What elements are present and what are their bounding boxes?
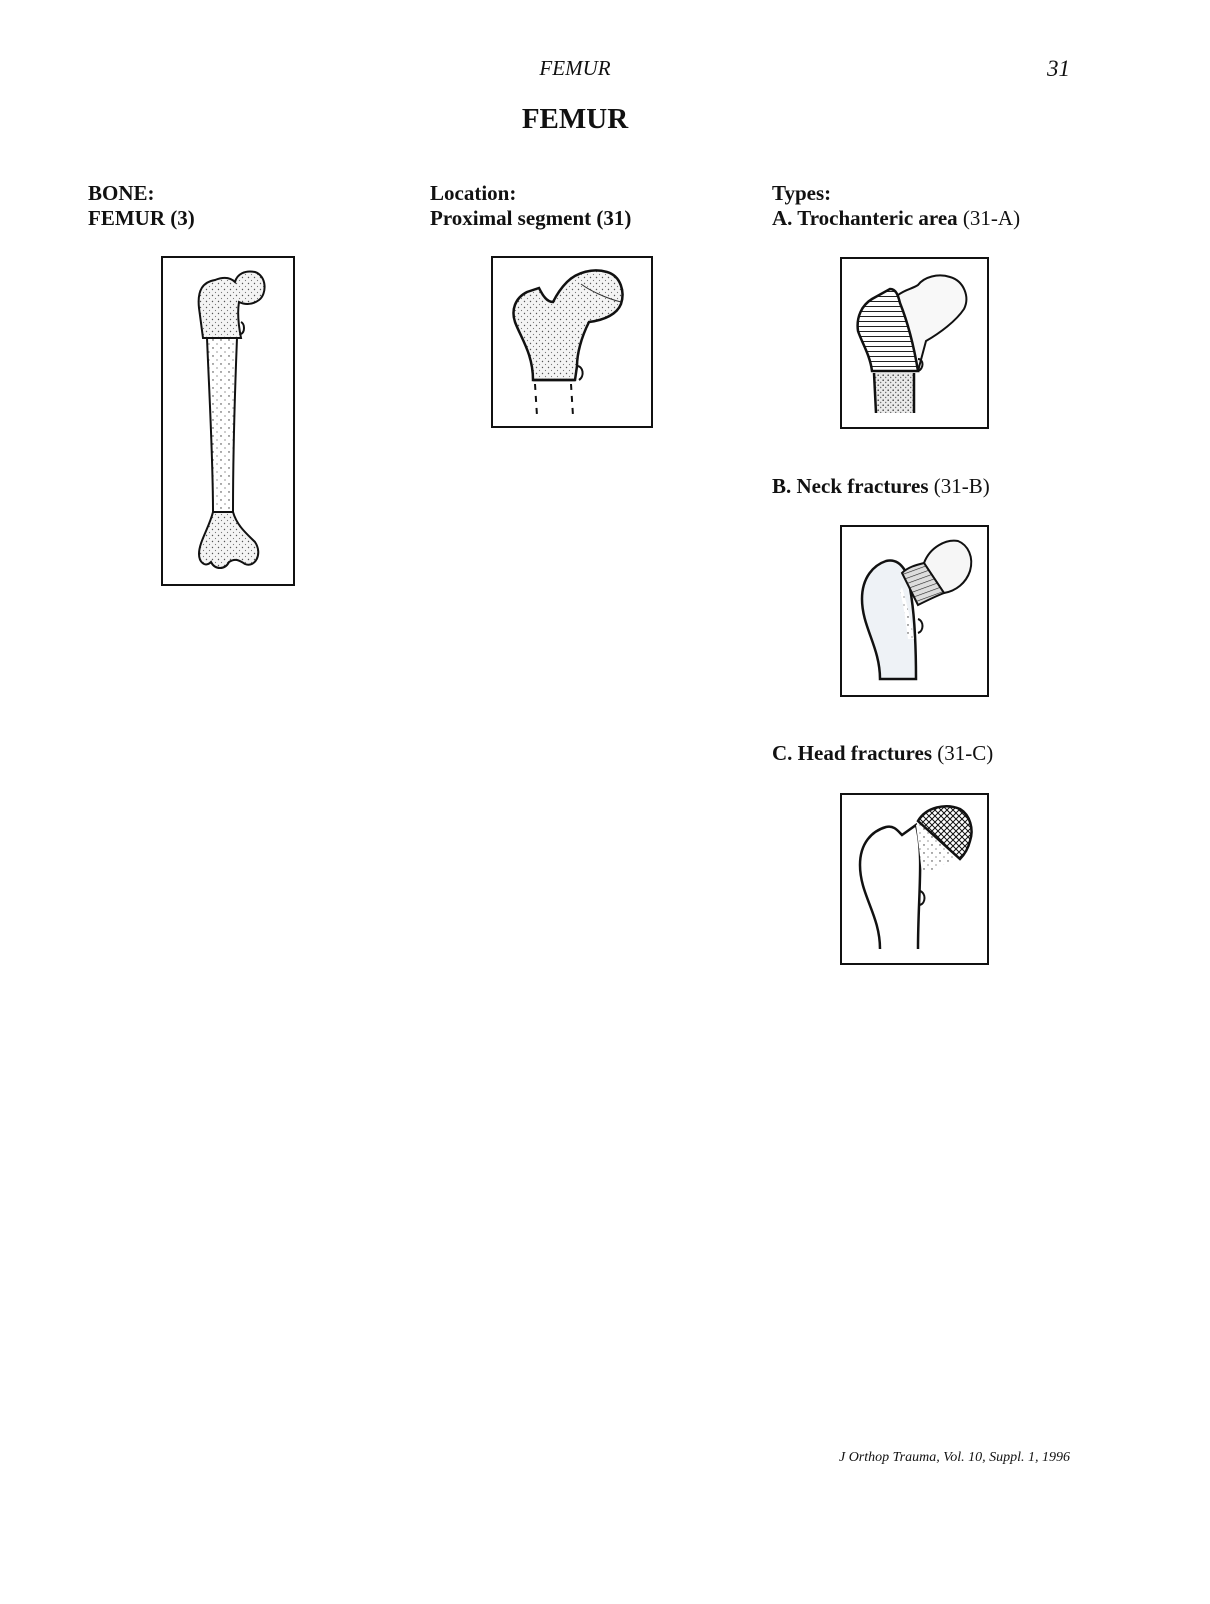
lesser-trochanter-mark — [241, 322, 244, 334]
femur-full-illustration — [163, 258, 293, 584]
page-number: 31 — [1047, 56, 1070, 81]
footer-citation: J Orthop Trauma, Vol. 10, Suppl. 1, 1996 — [838, 1450, 1070, 1465]
bone-value: FEMUR (3) — [88, 206, 195, 230]
type-c-name: C. Head fractures — [772, 741, 932, 765]
type-a-caption — [772, 206, 1020, 231]
type-b-illustration — [842, 527, 987, 695]
type-a-illustration — [842, 259, 987, 427]
location-value: Proximal segment (31) — [430, 206, 632, 230]
femur-shaft — [207, 338, 237, 512]
type-b-name: B. Neck fractures — [772, 474, 929, 498]
shaft-dashed-left — [535, 384, 537, 416]
type-b-lesser-trochanter — [918, 619, 923, 633]
type-c-caption — [772, 741, 993, 766]
location-section — [430, 181, 631, 231]
type-b-figure — [840, 525, 989, 697]
bone-section — [88, 181, 195, 231]
type-a-shaft — [874, 373, 914, 413]
type-c-code: (31-C) — [937, 741, 994, 765]
proximal-segment-illustration — [493, 258, 651, 426]
type-a-name: A. Trochanteric area — [772, 206, 958, 230]
type-b-caption — [772, 474, 990, 499]
shaft-dashed-right — [571, 384, 573, 416]
type-c-figure — [840, 793, 989, 965]
proximal-femur-outline — [514, 270, 623, 380]
type-a-figure — [840, 257, 989, 429]
type-c-illustration — [842, 795, 987, 963]
type-a-code: (31-A) — [962, 206, 1021, 230]
running-head: FEMUR — [539, 56, 611, 80]
types-label: Types: — [772, 181, 832, 205]
types-section — [772, 181, 1020, 231]
femur-distal-end — [199, 512, 258, 568]
bone-label: BONE: — [88, 181, 155, 205]
femur-proximal-end — [199, 271, 265, 338]
proximal-segment-figure — [491, 256, 653, 428]
femur-full-figure — [161, 256, 295, 586]
type-b-code: (31-B) — [933, 474, 990, 498]
page-title: FEMUR — [521, 103, 629, 135]
type-c-proximal-outline — [860, 825, 920, 949]
location-label: Location: — [430, 181, 517, 205]
